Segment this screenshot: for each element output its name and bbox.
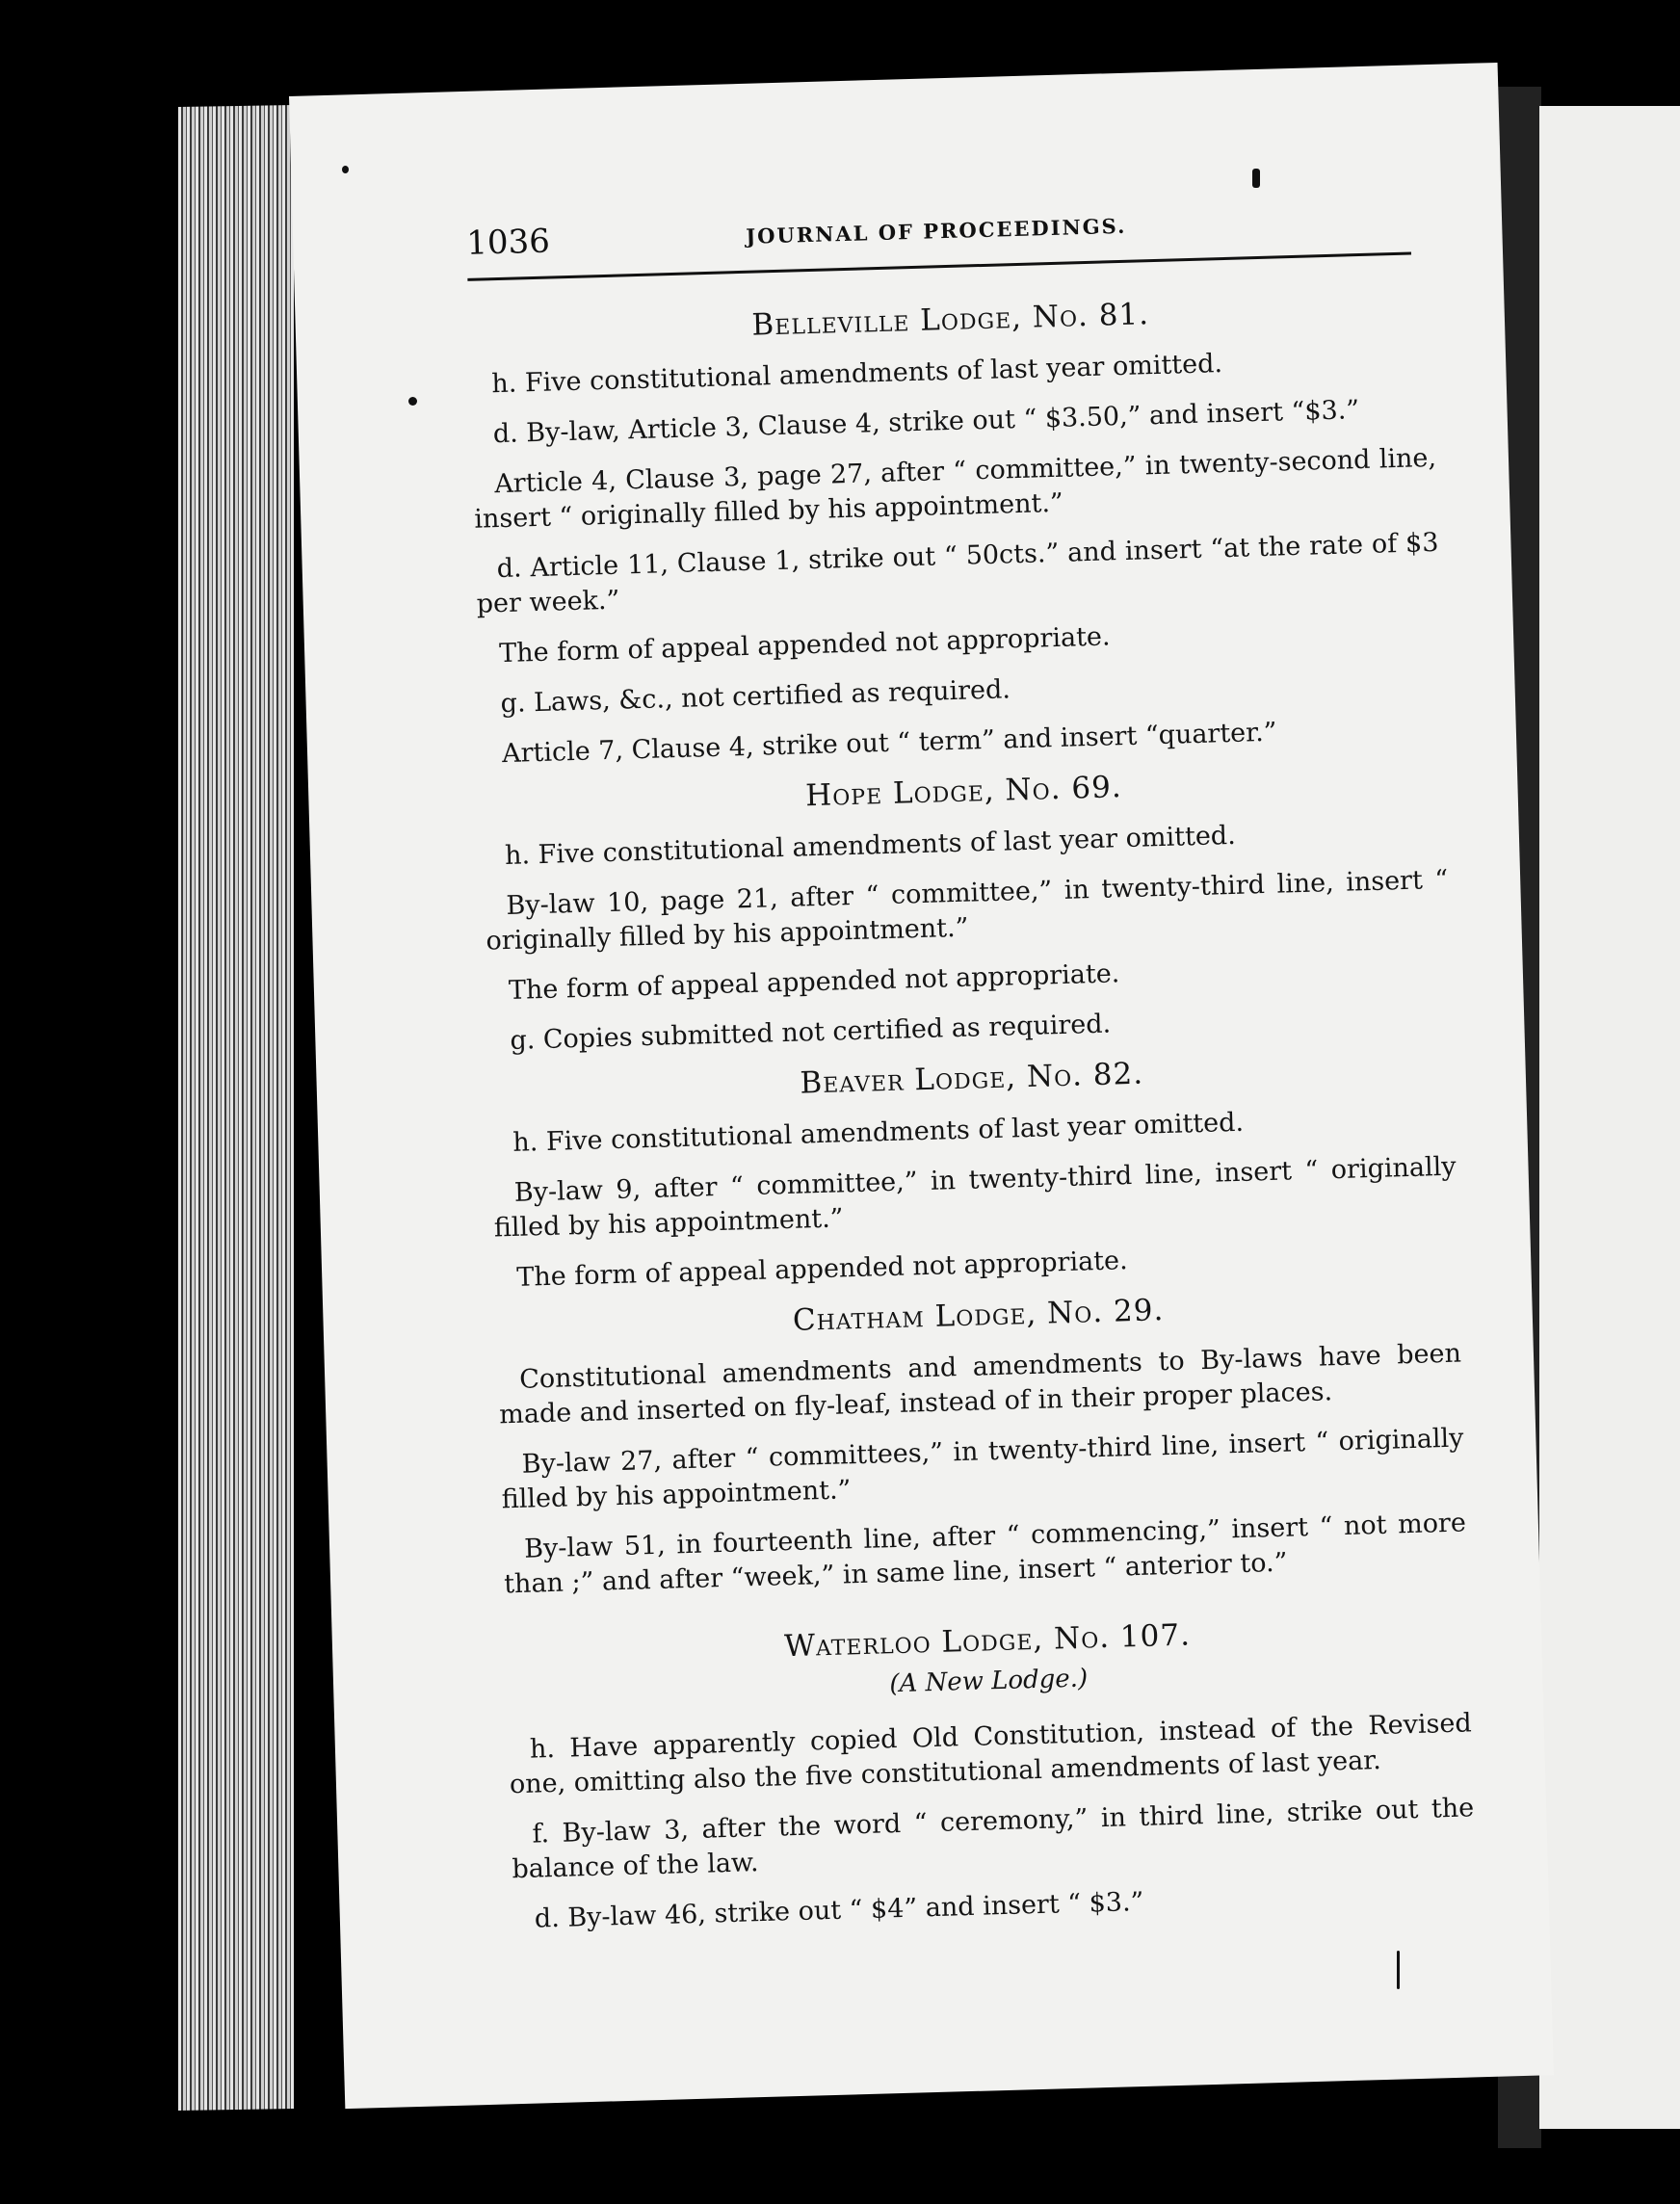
paragraph: d. Article 11, Clause 1, strike out “ 50cts.” and insert “at the rate of $3 per week.” [476, 527, 1439, 619]
running-title: JOURNAL OF PROCEEDINGS. [745, 213, 1127, 249]
paragraph: By-law 9, after “ committee,” in twenty-third line, insert “ originally filled by his appointment.” [493, 1151, 1457, 1244]
facing-page-edge [1539, 106, 1680, 2129]
paragraph: h. Five constitutional amendments of last year omitted. [512, 1107, 1245, 1158]
paragraph: The form of appeal appended not appropriate. [498, 621, 1111, 669]
book-page-edges [178, 105, 294, 2111]
lodge-section-hope [482, 761, 1452, 1060]
lodge-heading: Belleville Lodge, No. 81. [751, 297, 1150, 343]
paragraph: By-law 27, after “ committees,” in twenty-third line, insert “ originally filled by his appointment.” [501, 1423, 1464, 1515]
lodge-heading: Beaver Lodge, No. 82. [799, 1056, 1144, 1101]
paragraph: Constitutional amendments and amendments to By-laws have been made and inserted on fly-leaf, instead of in their proper places. [498, 1338, 1462, 1430]
paragraph: h. Five constitutional amendments of last year omitted. [490, 349, 1223, 400]
ink-speck [1252, 169, 1260, 188]
paragraph: h. Five constitutional amendments of last year omitted. [504, 820, 1237, 872]
lodge-section-beaver [489, 1048, 1458, 1297]
page-body [468, 281, 1477, 1953]
lodge-heading: Hope Lodge, No. 69. [804, 770, 1123, 814]
book-page [289, 63, 1554, 2109]
paragraph: d. By-law, Article 3, Clause 4, strike out “ $3.50,” and insert “$3.” [492, 395, 1360, 450]
paragraph: d. By-law 46, strike out “ $4” and insert “ $3.” [534, 1886, 1144, 1934]
paragraph: By-law 51, in fourteenth line, after “ commencing,” insert “ not more than ;” and after “week,” in same line, insert “ anterior to.” [503, 1508, 1467, 1600]
paragraph: h. Have apparently copied Old Constitution, instead of the Revised one, omitting also the five constitutional amendments of last year. [509, 1708, 1473, 1800]
paragraph: f. By-law 3, after the word “ ceremony,” in third line, strike out the balance of the law. [512, 1793, 1475, 1885]
ink-speck [342, 166, 349, 173]
lodge-heading: Chatham Lodge, No. 29. [792, 1293, 1165, 1338]
header-rule [467, 252, 1411, 281]
paragraph: The form of appeal appended not appropriate. [515, 1246, 1129, 1293]
lodge-section-waterloo [506, 1610, 1477, 1937]
paragraph: g. Laws, &c., not certified as required. [500, 674, 1011, 720]
lodge-section-belleville [468, 289, 1444, 773]
page-number: 1036 [465, 222, 551, 263]
ink-speck [408, 397, 417, 406]
paragraph: By-law 10, page 21, after “ committee,” in twenty-third line, insert “ originally filled by his appointment.” [486, 864, 1449, 957]
lodge-section-chatham [496, 1285, 1467, 1603]
lodge-subheading: (A New Lodge.) [888, 1664, 1089, 1699]
paragraph: g. Copies submitted not certified as required. [510, 1009, 1112, 1056]
page-header [466, 197, 1421, 282]
ink-speck [1397, 1951, 1400, 1989]
paragraph: The form of appeal appended not appropriate. [508, 958, 1120, 1006]
lodge-heading: Waterloo Lodge, No. 107. [783, 1617, 1192, 1665]
paragraph: Article 7, Clause 4, strike out “ term” and insert “quarter.” [501, 717, 1277, 770]
paragraph: Article 4, Clause 3, page 27, after “ committee,” in twenty-second line, insert “ originally filled by his appointment.” [473, 442, 1437, 535]
